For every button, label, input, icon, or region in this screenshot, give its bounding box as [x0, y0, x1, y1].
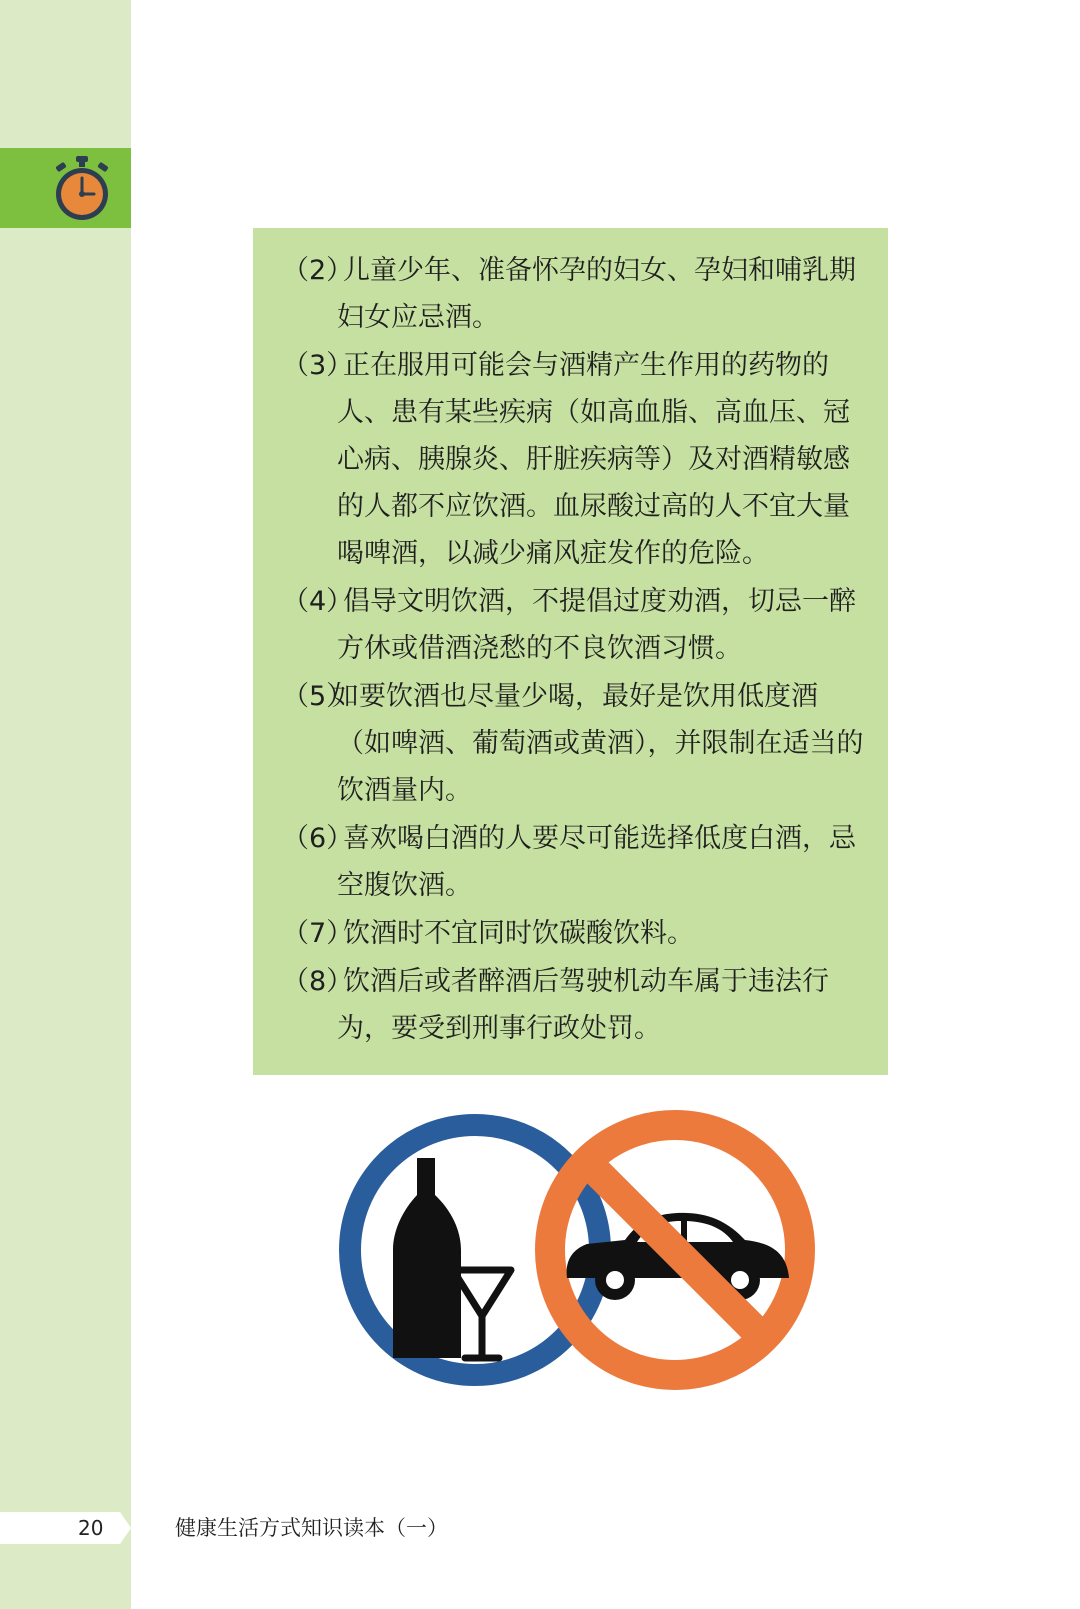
section-tab [0, 148, 131, 228]
page-number: 20 [78, 1516, 104, 1540]
tip-text: 如要饮酒也尽量少喝，最好是饮用低度酒（如啤酒、葡萄酒或黄酒），并限制在适当的饮酒量内。 [332, 681, 864, 806]
tip-number: （6） [282, 823, 354, 854]
stopwatch-icon [50, 154, 114, 222]
book-title: 健康生活方式知识读本（一） [175, 1516, 448, 1540]
tip-item [282, 673, 867, 814]
tip-item [282, 958, 867, 1052]
tip-text: 饮酒时不宜同时饮碳酸饮料。 [343, 918, 694, 949]
tip-item [282, 342, 867, 577]
tip-text: 喜欢喝白酒的人要尽可能选择低度白酒，忌空腹饮酒。 [337, 823, 856, 901]
tip-item [282, 815, 867, 909]
tip-item [282, 247, 867, 341]
bottle-icon [393, 1158, 461, 1358]
no-drink-driving-sign [335, 1100, 815, 1400]
tip-text: 饮酒后或者醉酒后驾驶机动车属于违法行为，要受到刑事行政处罚。 [337, 966, 829, 1044]
tip-number: （2） [282, 255, 354, 286]
tip-number: （3） [282, 350, 354, 381]
tip-item [282, 910, 867, 957]
tip-text: 正在服用可能会与酒精产生作用的药物的人、患有某些疾病（如高血脂、高血压、冠心病、胰腺炎、肝脏疾病等）及对酒精敏感的人都不应饮酒。血尿酸过高的人不宜大量喝啤酒，以减少痛风症发作的危险。 [337, 350, 850, 569]
tip-number: （7） [282, 918, 354, 949]
tip-number: （8） [282, 966, 354, 997]
page-number-tab [0, 1512, 131, 1544]
tip-number: （4） [282, 586, 354, 617]
tip-item [282, 578, 867, 672]
cocktail-glass-icon [453, 1270, 511, 1316]
side-strip [0, 0, 131, 1609]
tip-number: （5） [282, 681, 354, 712]
tip-text: 儿童少年、准备怀孕的妇女、孕妇和哺乳期妇女应忌酒。 [337, 255, 856, 333]
tip-text: 倡导文明饮酒，不提倡过度劝酒，切忌一醉方休或借酒浇愁的不良饮酒习惯。 [337, 586, 856, 664]
